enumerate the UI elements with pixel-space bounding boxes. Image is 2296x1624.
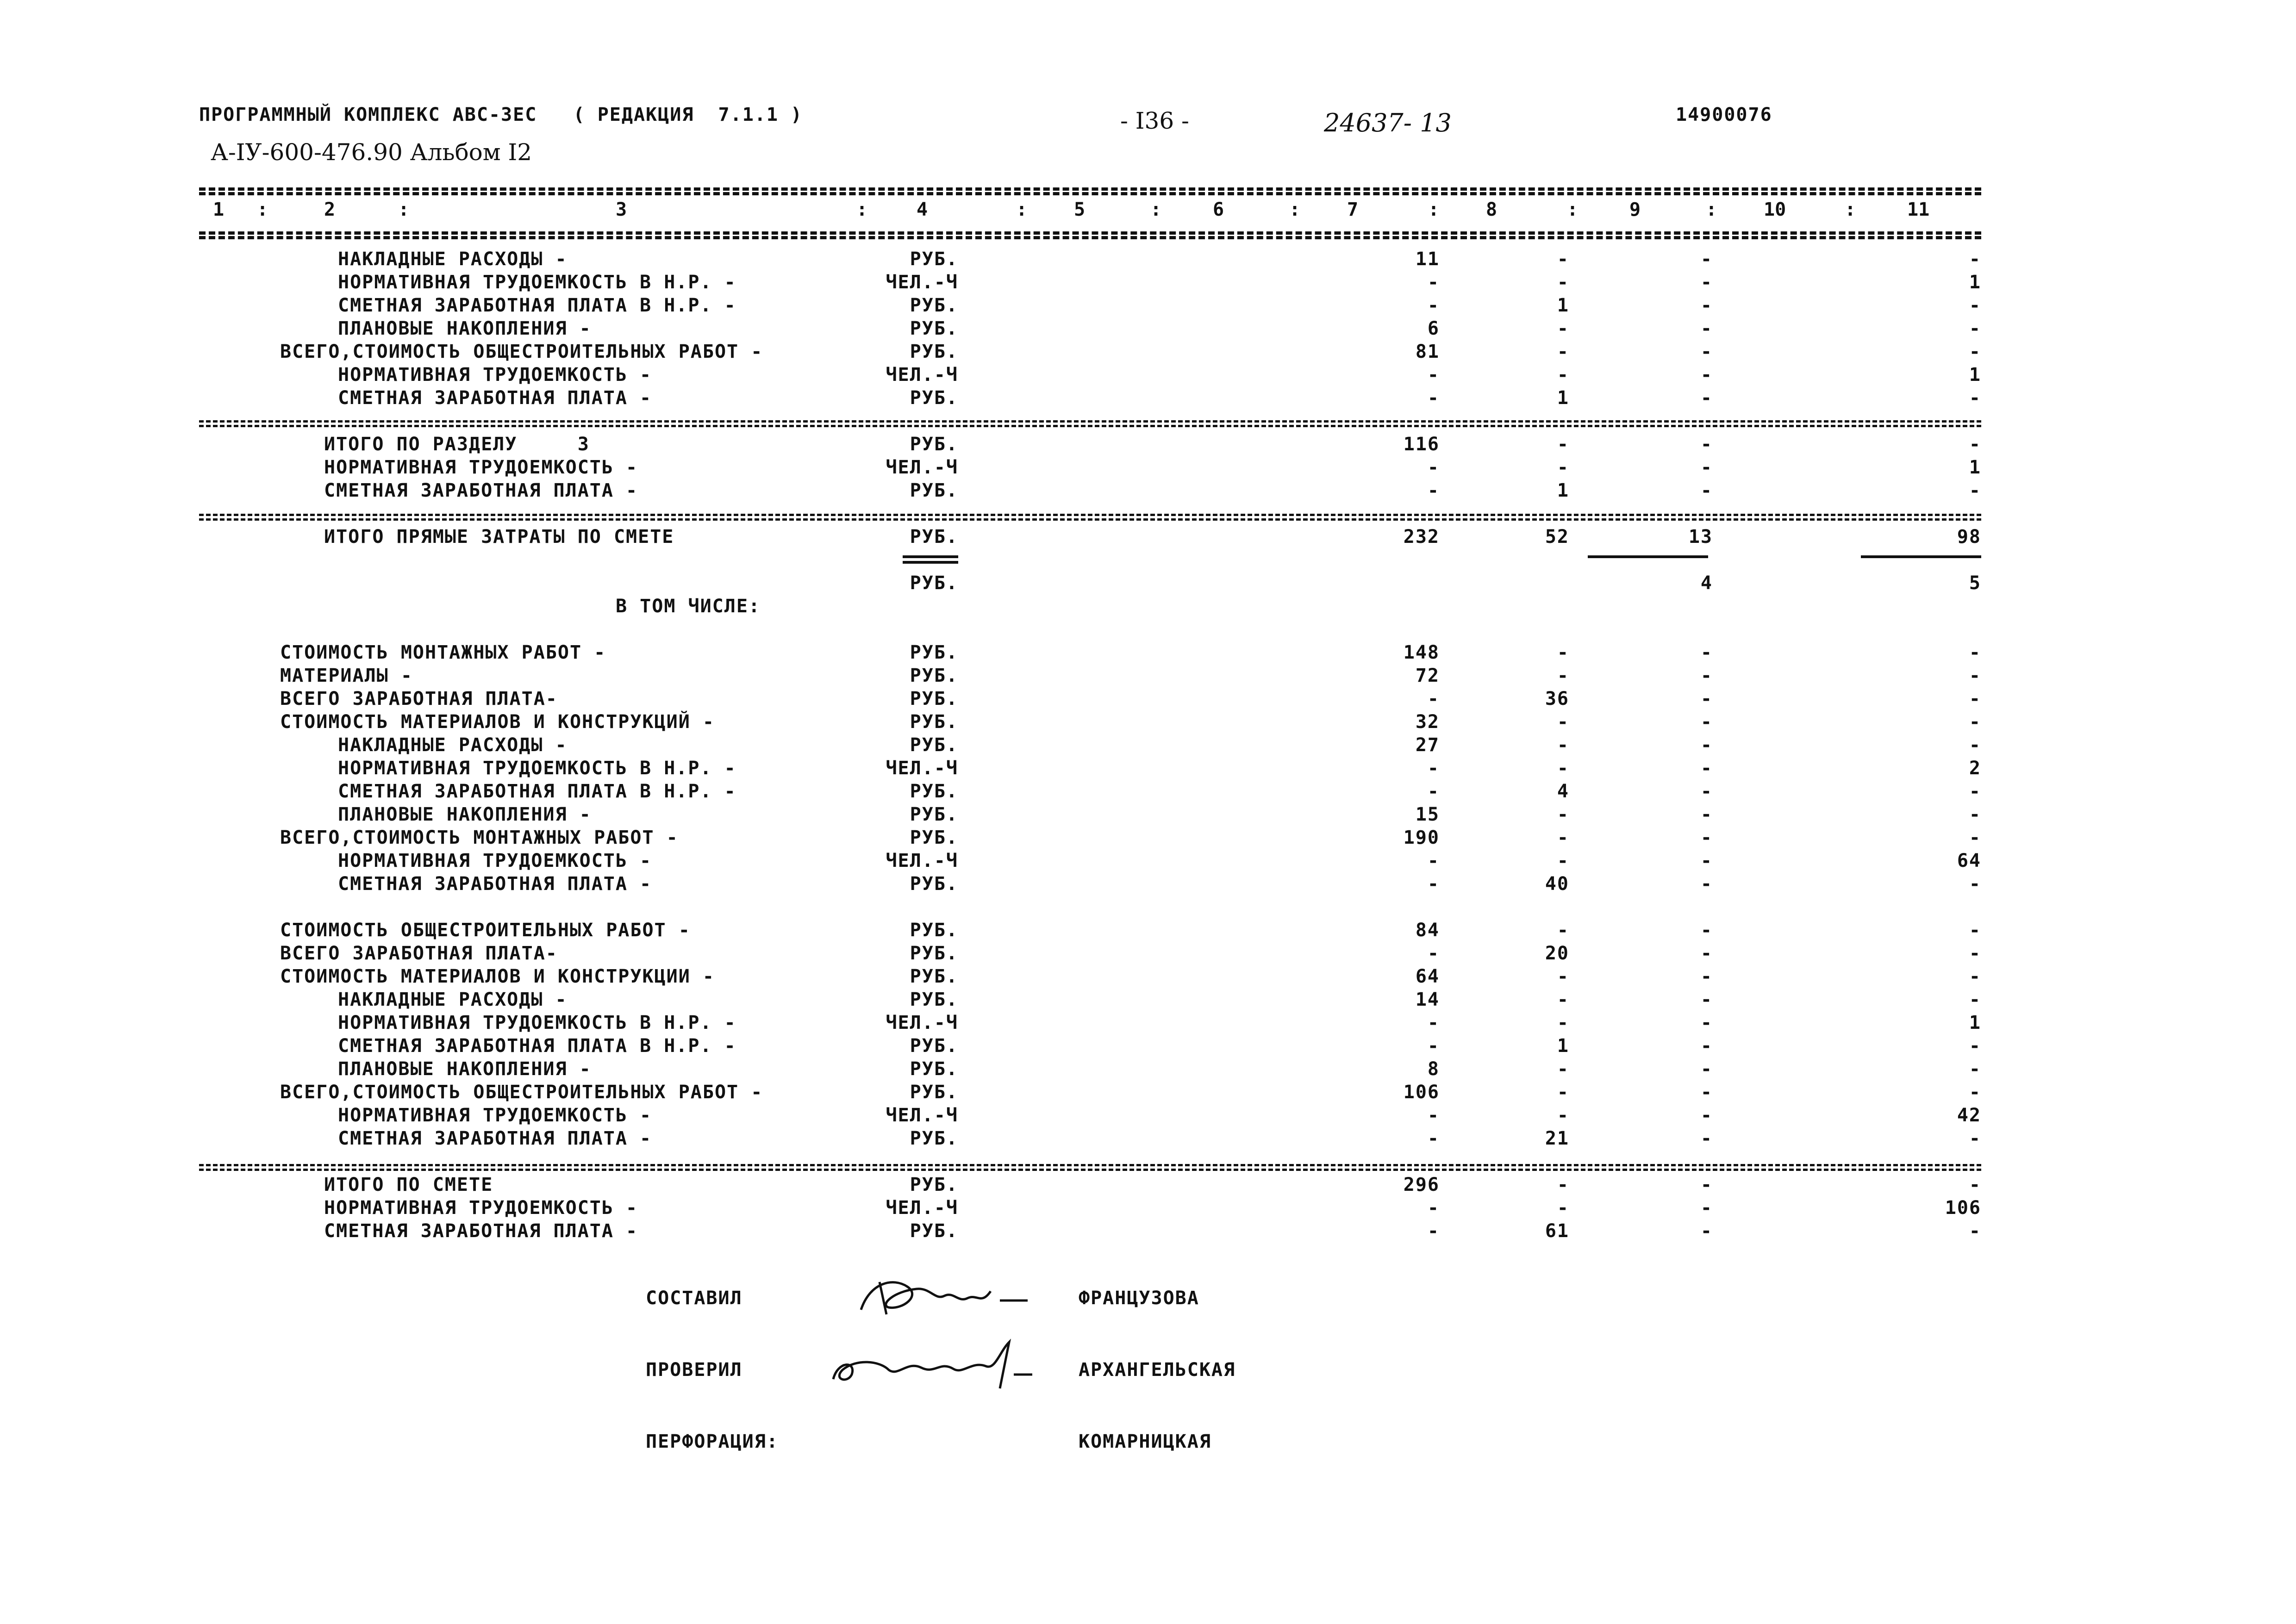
row-unit: РУБ. (910, 572, 958, 594)
row-value-c9: - (1700, 642, 1713, 663)
table-row (0, 664, 2296, 687)
row-value-c8: - (1557, 642, 1569, 663)
row-value-c7: - (1427, 688, 1440, 709)
row-value-c9: - (1700, 734, 1713, 756)
row-unit: ЧЕЛ.-Ч (886, 1197, 958, 1219)
row-value-c8: - (1557, 850, 1569, 871)
table-row (0, 479, 2296, 502)
row-value-c7: 84 (1415, 920, 1440, 941)
row-value-c9: - (1700, 1220, 1713, 1242)
signature-checked (824, 1333, 1037, 1393)
row-value-c9: - (1700, 1174, 1713, 1195)
row-value-c9: - (1700, 827, 1713, 848)
row-value-c9: - (1700, 873, 1713, 895)
row-unit: РУБ. (910, 734, 958, 756)
row-value-c7: 72 (1415, 665, 1440, 686)
table-row (0, 1127, 2296, 1150)
row-label: СМЕТНАЯ ЗАРАБОТНАЯ ПЛАТА - (338, 387, 652, 409)
row-label: СТОИМОСТЬ МОНТАЖНЫХ РАБОТ - (280, 642, 606, 663)
row-value-c7: - (1427, 1197, 1440, 1219)
header-bottom-rule (199, 231, 1981, 235)
table-row (0, 988, 2296, 1011)
row-value-c8: - (1557, 804, 1569, 825)
row-value-c7: 296 (1403, 1174, 1440, 1195)
table-row (0, 803, 2296, 826)
table-row (0, 525, 2296, 548)
row-value-c11: - (1969, 734, 1981, 756)
row-value-c11: - (1969, 318, 1981, 339)
row-value-c7: 190 (1403, 827, 1440, 848)
row-unit: РУБ. (910, 781, 958, 802)
header-top-rule-2 (199, 192, 1981, 195)
row-unit: ЧЕЛ.-Ч (886, 1105, 958, 1126)
row-value-c9: - (1700, 364, 1713, 386)
row-unit: РУБ. (910, 526, 958, 548)
section-rule (199, 514, 1981, 516)
column-header-11: 11 (1907, 199, 1930, 220)
table-row (0, 780, 2296, 803)
table-row (0, 386, 2296, 410)
underline (903, 561, 958, 564)
row-unit: ЧЕЛ.-Ч (886, 364, 958, 386)
row-value-c7: - (1427, 943, 1440, 964)
row-value-c7: 232 (1403, 526, 1440, 548)
signature-compiled (852, 1263, 1037, 1324)
document-reference: 24637- 13 (1324, 108, 1452, 137)
table-row (0, 271, 2296, 294)
row-value-c8: 1 (1557, 1035, 1569, 1057)
row-value-c7: 6 (1427, 318, 1440, 339)
column-header-7: 7 (1347, 199, 1359, 220)
row-unit: РУБ. (910, 989, 958, 1010)
row-value-c9: - (1700, 480, 1713, 501)
row-value-c9: - (1700, 943, 1713, 964)
row-value-c8: - (1557, 364, 1569, 386)
row-value-c8: - (1557, 318, 1569, 339)
table-row (0, 1081, 2296, 1104)
row-value-c8: - (1557, 920, 1569, 941)
table-row (0, 919, 2296, 942)
row-label: НАКЛАДНЫЕ РАСХОДЫ - (338, 249, 568, 270)
row-value-c8: 4 (1557, 781, 1569, 802)
row-value-c11: 1 (1969, 364, 1981, 386)
table-row (0, 363, 2296, 386)
column-header-2: 2 (324, 199, 336, 220)
row-label: СТОИМОСТЬ ОБЩЕСТРОИТЕЛЬНЫХ РАБОТ - (280, 920, 691, 941)
row-unit: ЧЕЛ.-Ч (886, 457, 958, 478)
row-value-c11: - (1969, 1035, 1981, 1057)
row-value-c11: - (1969, 387, 1981, 409)
row-value-c8: - (1557, 1197, 1569, 1219)
row-label: МАТЕРИАЛЫ - (280, 665, 413, 686)
row-value-c7: 11 (1415, 249, 1440, 270)
row-value-c11: - (1969, 1128, 1981, 1149)
row-value-c7: - (1427, 295, 1440, 316)
row-label: ИТОГО ПРЯМЫЕ ЗАТРАТЫ ПО СМЕТЕ (324, 526, 674, 548)
row-value-c8: - (1557, 989, 1569, 1010)
row-unit: РУБ. (910, 480, 958, 501)
row-unit: РУБ. (910, 1082, 958, 1103)
row-value-c11: - (1969, 341, 1981, 362)
row-value-c9: - (1700, 434, 1713, 455)
column-separator: : (1016, 199, 1028, 220)
row-value-c8: - (1557, 966, 1569, 987)
row-unit: РУБ. (910, 318, 958, 339)
row-value-c8: - (1557, 711, 1569, 733)
table-row (0, 641, 2296, 664)
underline (1588, 555, 1708, 558)
row-value-c7: 116 (1403, 434, 1440, 455)
row-value-c8: - (1557, 457, 1569, 478)
row-value-c8: - (1557, 758, 1569, 779)
row-label: СМЕТНАЯ ЗАРАБОТНАЯ ПЛАТА - (338, 1128, 652, 1149)
column-separator: : (257, 199, 268, 220)
row-unit: РУБ. (910, 711, 958, 733)
row-label: НОРМАТИВНАЯ ТРУДОЕМКОСТЬ В Н.Р. - (338, 272, 736, 293)
row-label: НОРМАТИВНАЯ ТРУДОЕМКОСТЬ В Н.Р. - (338, 1012, 736, 1033)
table-row (0, 248, 2296, 271)
row-label: ПЛАНОВЫЕ НАКОПЛЕНИЯ - (338, 1058, 592, 1080)
row-unit: РУБ. (910, 688, 958, 709)
table-row (0, 734, 2296, 757)
table-row (0, 849, 2296, 872)
row-value-c11: - (1969, 1220, 1981, 1242)
row-label: СТОИМОСТЬ МАТЕРИАЛОВ И КОНСТРУКЦИИ - (280, 966, 715, 987)
row-value-c9: - (1700, 457, 1713, 478)
row-label: ВСЕГО,СТОИМОСТЬ ОБЩЕСТРОИТЕЛЬНЫХ РАБОТ - (280, 341, 763, 362)
row-value-c11: - (1969, 1174, 1981, 1195)
row-value-c8: - (1557, 734, 1569, 756)
row-label: НОРМАТИВНАЯ ТРУДОЕМКОСТЬ В Н.Р. - (338, 758, 736, 779)
row-value-c9: - (1700, 781, 1713, 802)
row-value-c11: - (1969, 873, 1981, 895)
row-value-c7: 8 (1427, 1058, 1440, 1080)
row-value-c8: - (1557, 1174, 1569, 1195)
table-row (0, 572, 2296, 595)
row-value-c7: - (1427, 873, 1440, 895)
row-value-c11: - (1969, 249, 1981, 270)
perforation-label: ПЕРФОРАЦИЯ: (646, 1431, 779, 1452)
row-value-c8: - (1557, 827, 1569, 848)
album-title: А-IУ-600-476.90 Альбом I2 (211, 139, 532, 166)
header-bottom-rule-2 (199, 236, 1981, 239)
row-value-c11: - (1969, 1058, 1981, 1080)
column-separator: : (1428, 199, 1440, 220)
section-rule (199, 425, 1981, 427)
row-value-c11: - (1969, 989, 1981, 1010)
column-header-6: 6 (1213, 199, 1224, 220)
row-label: НОРМАТИВНАЯ ТРУДОЕМКОСТЬ - (338, 1105, 652, 1126)
row-value-c7: - (1427, 781, 1440, 802)
row-unit: РУБ. (910, 1035, 958, 1057)
table-row (0, 1058, 2296, 1081)
row-value-c8: - (1557, 1105, 1569, 1126)
row-label: НОРМАТИВНАЯ ТРУДОЕМКОСТЬ - (324, 457, 638, 478)
row-unit: РУБ. (910, 1174, 958, 1195)
page-number: - I36 - (1120, 107, 1189, 134)
row-unit: ЧЕЛ.-Ч (886, 850, 958, 871)
row-value-c11: - (1969, 711, 1981, 733)
row-unit: РУБ. (910, 642, 958, 663)
row-label: СМЕТНАЯ ЗАРАБОТНАЯ ПЛАТА - (324, 480, 638, 501)
row-label: НОРМАТИВНАЯ ТРУДОЕМКОСТЬ - (338, 850, 652, 871)
row-unit: РУБ. (910, 966, 958, 987)
section-rule (199, 1169, 1981, 1171)
row-value-c11: - (1969, 688, 1981, 709)
table-row (0, 595, 2296, 618)
row-unit: ЧЕЛ.-Ч (886, 272, 958, 293)
table-row (0, 687, 2296, 710)
header-top-rule (199, 187, 1981, 191)
section-rule (199, 420, 1981, 423)
row-value-c11: - (1969, 434, 1981, 455)
column-header-4: 4 (917, 199, 928, 220)
row-label: НАКЛАДНЫЕ РАСХОДЫ - (338, 734, 568, 756)
table-row (0, 433, 2296, 456)
column-separator: : (1706, 199, 1717, 220)
row-value-c8: 21 (1545, 1128, 1569, 1149)
row-value-c7: - (1427, 1035, 1440, 1057)
row-value-c9: - (1700, 318, 1713, 339)
row-value-c9: - (1700, 711, 1713, 733)
row-value-c11: - (1969, 804, 1981, 825)
row-value-c7: - (1427, 387, 1440, 409)
row-value-c7: - (1427, 364, 1440, 386)
row-label: СТОИМОСТЬ МАТЕРИАЛОВ И КОНСТРУКЦИЙ - (280, 711, 715, 733)
column-header-10: 10 (1764, 199, 1786, 220)
row-value-c11: - (1969, 781, 1981, 802)
table-row (0, 317, 2296, 340)
row-value-c9: - (1700, 295, 1713, 316)
row-value-c9: - (1700, 1105, 1713, 1126)
row-value-c9: - (1700, 1035, 1713, 1057)
row-unit: РУБ. (910, 249, 958, 270)
row-value-c11: - (1969, 943, 1981, 964)
row-value-c11: 1 (1969, 272, 1981, 293)
row-value-c8: - (1557, 1058, 1569, 1080)
row-value-c7: 27 (1415, 734, 1440, 756)
table-row (0, 1011, 2296, 1034)
row-value-c11: - (1969, 1082, 1981, 1103)
program-title: ПРОГРАММНЫЙ КОМПЛЕКС АВС-ЗЕС ( РЕДАКЦИЯ 7.1.1 ) (199, 104, 803, 125)
row-value-c7: - (1427, 457, 1440, 478)
checked-label: ПРОВЕРИЛ (646, 1359, 742, 1381)
row-value-c8: 1 (1557, 480, 1569, 501)
row-value-c9: - (1700, 1012, 1713, 1033)
row-label: ПЛАНОВЫЕ НАКОПЛЕНИЯ - (338, 318, 592, 339)
compiled-name: ФРАНЦУЗОВА (1079, 1288, 1199, 1309)
row-value-c11: - (1969, 920, 1981, 941)
row-value-c8: - (1557, 434, 1569, 455)
row-unit: РУБ. (910, 434, 958, 455)
column-header-1: 1 (213, 199, 225, 220)
row-value-c9: - (1700, 665, 1713, 686)
column-separator: : (856, 199, 868, 220)
row-value-c7: 81 (1415, 341, 1440, 362)
row-value-c11: - (1969, 480, 1981, 501)
row-label: СМЕТНАЯ ЗАРАБОТНАЯ ПЛАТА - (338, 873, 652, 895)
row-unit: РУБ. (910, 943, 958, 964)
row-label: НОРМАТИВНАЯ ТРУДОЕМКОСТЬ - (324, 1197, 638, 1219)
row-value-c7: 14 (1415, 989, 1440, 1010)
row-unit: РУБ. (910, 804, 958, 825)
row-value-c8: 61 (1545, 1220, 1569, 1242)
table-row (0, 1196, 2296, 1220)
column-separator: : (1845, 199, 1856, 220)
row-value-c8: 1 (1557, 387, 1569, 409)
row-label: ИТОГО ПО СМЕТЕ (324, 1174, 493, 1195)
table-row (0, 1034, 2296, 1058)
column-header-8: 8 (1486, 199, 1497, 220)
column-separator: : (1150, 199, 1162, 220)
row-value-c8: 36 (1545, 688, 1569, 709)
row-value-c8: 52 (1545, 526, 1569, 548)
table-row (0, 757, 2296, 780)
row-value-c11: 1 (1969, 457, 1981, 478)
row-value-c11: 1 (1969, 1012, 1981, 1033)
row-value-c8: - (1557, 1082, 1569, 1103)
section-rule (199, 1164, 1981, 1166)
row-value-c7: 148 (1403, 642, 1440, 663)
row-value-c8: - (1557, 272, 1569, 293)
table-row (0, 1220, 2296, 1243)
row-value-c7: - (1427, 850, 1440, 871)
row-label: ВСЕГО ЗАРАБОТНАЯ ПЛАТА- (280, 943, 558, 964)
row-value-c7: - (1427, 1012, 1440, 1033)
underline (903, 555, 958, 558)
row-value-c11: 42 (1957, 1105, 1981, 1126)
row-value-c9: - (1700, 850, 1713, 871)
row-value-c8: - (1557, 665, 1569, 686)
row-value-c7: 15 (1415, 804, 1440, 825)
row-value-c11: - (1969, 827, 1981, 848)
row-value-c9: - (1700, 804, 1713, 825)
column-separator: : (1567, 199, 1578, 220)
row-value-c9: - (1700, 1082, 1713, 1103)
row-label: ВСЕГО,СТОИМОСТЬ МОНТАЖНЫХ РАБОТ - (280, 827, 679, 848)
row-label: ВСЕГО ЗАРАБОТНАЯ ПЛАТА- (280, 688, 558, 709)
row-value-c9: - (1700, 966, 1713, 987)
row-label: ВСЕГО,СТОИМОСТЬ ОБЩЕСТРОИТЕЛЬНЫХ РАБОТ - (280, 1082, 763, 1103)
column-header-5: 5 (1074, 199, 1086, 220)
row-unit: РУБ. (910, 295, 958, 316)
column-header-3: 3 (616, 199, 627, 220)
row-label: СМЕТНАЯ ЗАРАБОТНАЯ ПЛАТА В Н.Р. - (338, 781, 736, 802)
row-value-c11: 106 (1945, 1197, 1981, 1219)
row-value-c7: - (1427, 480, 1440, 501)
table-row (0, 965, 2296, 988)
row-value-c8: 40 (1545, 873, 1569, 895)
row-value-c7: - (1427, 758, 1440, 779)
table-row (0, 1173, 2296, 1196)
table-row (0, 942, 2296, 965)
row-label: В ТОМ ЧИСЛЕ: (616, 596, 761, 617)
row-value-c11: - (1969, 295, 1981, 316)
row-value-c7: 32 (1415, 711, 1440, 733)
row-unit: РУБ. (910, 341, 958, 362)
row-value-c11: 98 (1957, 526, 1981, 548)
document-code: 14900076 (1676, 104, 1772, 125)
compiled-label: СОСТАВИЛ (646, 1288, 742, 1309)
row-value-c9: - (1700, 1197, 1713, 1219)
row-value-c8: 20 (1545, 943, 1569, 964)
row-unit: ЧЕЛ.-Ч (886, 758, 958, 779)
row-value-c11: 5 (1969, 572, 1981, 594)
row-value-c8: - (1557, 341, 1569, 362)
table-row (0, 826, 2296, 849)
column-separator: : (1289, 199, 1301, 220)
row-value-c9: 4 (1700, 572, 1713, 594)
row-unit: РУБ. (910, 920, 958, 941)
table-row (0, 456, 2296, 479)
row-value-c9: - (1700, 1058, 1713, 1080)
checked-name: АРХАНГЕЛЬСКАЯ (1079, 1359, 1236, 1381)
row-label: НОРМАТИВНАЯ ТРУДОЕМКОСТЬ - (338, 364, 652, 386)
row-unit: РУБ. (910, 1220, 958, 1242)
table-row (0, 872, 2296, 896)
underline (1861, 555, 1981, 558)
row-value-c9: - (1700, 989, 1713, 1010)
row-value-c7: - (1427, 1220, 1440, 1242)
row-label: СМЕТНАЯ ЗАРАБОТНАЯ ПЛАТА В Н.Р. - (338, 295, 736, 316)
table-row (0, 340, 2296, 363)
row-unit: РУБ. (910, 387, 958, 409)
row-unit: РУБ. (910, 665, 958, 686)
row-value-c8: - (1557, 1012, 1569, 1033)
table-row (0, 710, 2296, 734)
row-unit: ЧЕЛ.-Ч (886, 1012, 958, 1033)
row-value-c11: - (1969, 665, 1981, 686)
row-unit: РУБ. (910, 873, 958, 895)
row-value-c7: - (1427, 1105, 1440, 1126)
row-value-c7: 106 (1403, 1082, 1440, 1103)
row-unit: РУБ. (910, 827, 958, 848)
row-value-c9: - (1700, 341, 1713, 362)
row-value-c9: 13 (1688, 526, 1713, 548)
row-value-c7: - (1427, 272, 1440, 293)
row-value-c9: - (1700, 387, 1713, 409)
column-separator: : (398, 199, 410, 220)
row-value-c9: - (1700, 758, 1713, 779)
column-header-9: 9 (1629, 199, 1641, 220)
row-unit: РУБ. (910, 1058, 958, 1080)
row-value-c9: - (1700, 1128, 1713, 1149)
row-value-c9: - (1700, 272, 1713, 293)
row-label: ИТОГО ПО РАЗДЕЛУ 3 (324, 434, 590, 455)
row-value-c11: 2 (1969, 758, 1981, 779)
table-row (0, 1104, 2296, 1127)
row-label: СМЕТНАЯ ЗАРАБОТНАЯ ПЛАТА - (324, 1220, 638, 1242)
perforation-name: КОМАРНИЦКАЯ (1079, 1431, 1211, 1452)
row-value-c9: - (1700, 249, 1713, 270)
row-label: СМЕТНАЯ ЗАРАБОТНАЯ ПЛАТА В Н.Р. - (338, 1035, 736, 1057)
row-unit: РУБ. (910, 1128, 958, 1149)
row-value-c9: - (1700, 688, 1713, 709)
row-value-c9: - (1700, 920, 1713, 941)
table-row (0, 294, 2296, 317)
row-label: НАКЛАДНЫЕ РАСХОДЫ - (338, 989, 568, 1010)
row-value-c11: 64 (1957, 850, 1981, 871)
row-value-c11: - (1969, 642, 1981, 663)
row-value-c8: 1 (1557, 295, 1569, 316)
row-value-c7: 64 (1415, 966, 1440, 987)
section-rule (199, 518, 1981, 521)
row-value-c7: - (1427, 1128, 1440, 1149)
row-value-c8: - (1557, 249, 1569, 270)
row-label: ПЛАНОВЫЕ НАКОПЛЕНИЯ - (338, 804, 592, 825)
row-value-c11: - (1969, 966, 1981, 987)
